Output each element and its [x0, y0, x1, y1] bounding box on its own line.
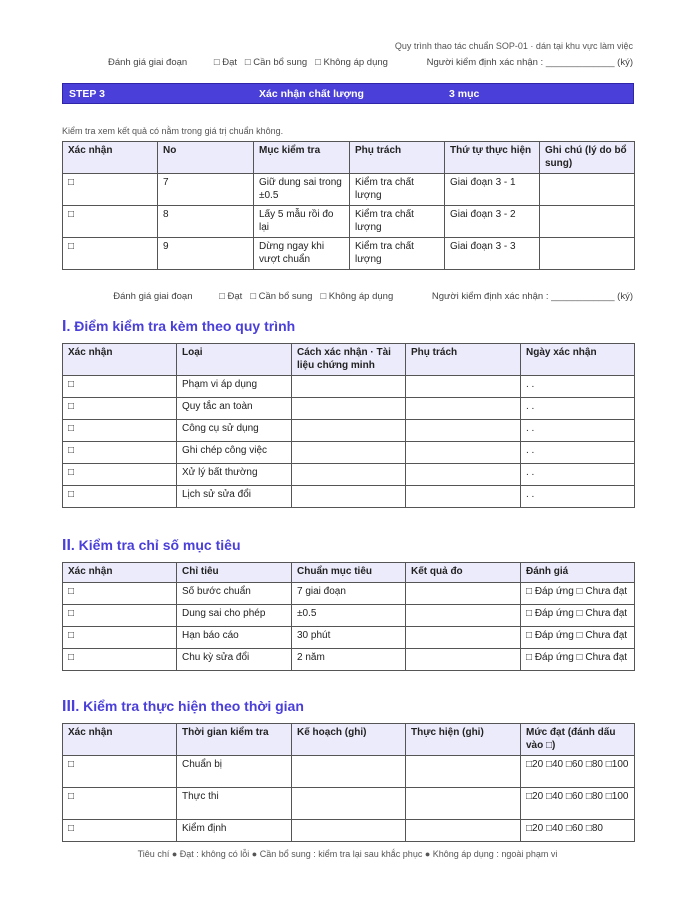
check-item: Giữ dung sai trong ±0.5 — [254, 174, 350, 206]
measured-result-cell[interactable] — [406, 582, 521, 604]
achievement-options[interactable]: □20 □40 □60 □80 □100 — [521, 756, 635, 788]
indicator: Số bước chuẩn — [177, 582, 292, 604]
evidence-cell[interactable] — [292, 420, 406, 442]
measured-result-cell[interactable] — [406, 604, 521, 626]
eval-option-pass[interactable]: □ Đạt — [219, 291, 243, 302]
section-title-timeline-check — [62, 698, 304, 716]
table-row — [63, 398, 635, 420]
column-header: Cách xác nhận · Tài liệu chứng minh — [292, 344, 406, 376]
remark-cell[interactable] — [540, 174, 635, 206]
owner: Kiểm tra chất lượng — [350, 206, 445, 238]
assessment-options[interactable]: □ Đáp ứng □ Chưa đạt — [521, 648, 635, 670]
indicator: Chu kỳ sửa đổi — [177, 648, 292, 670]
actual-cell[interactable] — [406, 820, 521, 842]
target-standard: 2 năm — [292, 648, 406, 670]
table-header-row — [63, 724, 635, 756]
table-row — [63, 206, 635, 238]
item-number: 7 — [158, 174, 254, 206]
category: Phạm vi áp dụng — [177, 376, 292, 398]
assessment-options[interactable]: □ Đáp ứng □ Chưa đạt — [521, 582, 635, 604]
confirm-checkbox[interactable]: □ — [63, 238, 158, 270]
plan-cell[interactable] — [292, 756, 406, 788]
column-header: Đánh giá — [521, 563, 635, 583]
owner: Kiểm tra chất lượng — [350, 238, 445, 270]
section-number: I — [62, 318, 67, 335]
column-header: Ngày xác nhận — [521, 344, 635, 376]
section-title-target-indicators — [62, 537, 241, 555]
owner-cell[interactable] — [406, 420, 521, 442]
evidence-cell[interactable] — [292, 464, 406, 486]
column-header: Phụ trách — [350, 142, 445, 174]
confirm-date-cell[interactable]: . . — [521, 376, 635, 398]
table-row — [63, 648, 635, 670]
achievement-options[interactable]: □20 □40 □60 □80 □100 — [521, 788, 635, 820]
section-title-text: . Điểm kiểm tra kèm theo quy trình — [66, 318, 296, 334]
column-header: Mục kiểm tra — [254, 142, 350, 174]
confirm-checkbox[interactable]: □ — [63, 206, 158, 238]
column-header: No — [158, 142, 254, 174]
confirm-checkbox[interactable]: □ — [63, 648, 177, 670]
column-header: Phụ trách — [406, 344, 521, 376]
confirm-checkbox[interactable]: □ — [63, 788, 177, 820]
check-phase: Chuẩn bị — [177, 756, 292, 788]
indicator: Hạn báo cáo — [177, 626, 292, 648]
table-row — [63, 820, 635, 842]
table-header-row — [63, 344, 635, 376]
document-title-note: Quy trình thao tác chuẩn SOP-01 · dán tại khu vực làm việc — [394, 41, 633, 51]
eval-label: Đánh giá giai đoạn — [113, 291, 193, 302]
evidence-cell[interactable] — [292, 486, 406, 508]
confirm-checkbox[interactable]: □ — [63, 626, 177, 648]
column-header: Thời gian kiểm tra — [177, 724, 292, 756]
column-header: Mức đạt (đánh dấu vào □) — [521, 724, 635, 756]
measured-result-cell[interactable] — [406, 626, 521, 648]
column-header: Xác nhận — [63, 142, 158, 174]
plan-cell[interactable] — [292, 820, 406, 842]
confirm-date-cell[interactable]: . . — [521, 420, 635, 442]
actual-cell[interactable] — [406, 756, 521, 788]
confirm-date-cell[interactable]: . . — [521, 486, 635, 508]
remark-cell[interactable] — [540, 206, 635, 238]
confirm-checkbox[interactable]: □ — [63, 398, 177, 420]
confirm-checkbox[interactable]: □ — [63, 604, 177, 626]
target-indicators-table — [62, 562, 635, 671]
table-header-row — [63, 142, 635, 174]
table-row — [63, 756, 635, 788]
remark-cell[interactable] — [540, 238, 635, 270]
item-number: 9 — [158, 238, 254, 270]
target-standard: 30 phút — [292, 626, 406, 648]
table-header-row — [63, 563, 635, 583]
assessment-options[interactable]: □ Đáp ứng □ Chưa đạt — [521, 604, 635, 626]
table-row — [63, 376, 635, 398]
owner-cell[interactable] — [406, 486, 521, 508]
column-header: Chỉ tiêu — [177, 563, 292, 583]
target-standard: ±0.5 — [292, 604, 406, 626]
owner-cell[interactable] — [406, 464, 521, 486]
eval-label: Đánh giá giai đoạn — [107, 57, 188, 68]
inspector-signature: Người kiểm định xác nhận : ____________ (ký) — [431, 291, 633, 302]
column-header: Kế hoạch (ghi) — [292, 724, 406, 756]
category: Lịch sử sửa đổi — [177, 486, 292, 508]
table-row — [63, 238, 635, 270]
step-label: STEP 3 — [69, 88, 105, 100]
check-phase: Thực thi — [177, 788, 292, 820]
section-number: III — [62, 698, 76, 715]
category: Công cụ sử dụng — [177, 420, 292, 442]
table-row — [63, 788, 635, 820]
confirm-checkbox[interactable]: □ — [63, 582, 177, 604]
column-header: Xác nhận — [63, 724, 177, 756]
table-row — [63, 486, 635, 508]
eval-option-supplement[interactable]: □ Cần bổ sung — [250, 291, 313, 302]
owner-cell[interactable] — [406, 442, 521, 464]
indicator: Dung sai cho phép — [177, 604, 292, 626]
stage-evaluation-line-2 — [0, 291, 633, 302]
check-item: Dừng ngay khi vượt chuẩn — [254, 238, 350, 270]
criteria-legend: Tiêu chí ● Đạt : không có lỗi ● Cần bổ sung : kiểm tra lại sau khắc phục ● Không áp dụng : ngoài phạm vi — [137, 849, 558, 859]
stage-evaluation-line — [0, 57, 633, 68]
step-note: Kiểm tra xem kết quả có nằm trong giá trị chuẩn không. — [62, 126, 284, 136]
column-header: Thứ tự thực hiện — [445, 142, 540, 174]
evidence-cell[interactable] — [292, 442, 406, 464]
confirm-checkbox[interactable]: □ — [63, 174, 158, 206]
step-title: Xác nhận chất lượng — [259, 88, 364, 100]
check-phase: Kiểm định — [177, 820, 292, 842]
confirm-checkbox[interactable]: □ — [63, 486, 177, 508]
step-header-bar — [62, 83, 634, 104]
confirm-checkbox[interactable]: □ — [63, 756, 177, 788]
column-header: Xác nhận — [63, 344, 177, 376]
measured-result-cell[interactable] — [406, 648, 521, 670]
execution-order: Giai đoạn 3 - 3 — [445, 238, 540, 270]
column-header: Ghi chú (lý do bổ sung) — [540, 142, 635, 174]
procedure-checkpoints-table — [62, 343, 635, 508]
confirm-date-cell[interactable]: . . — [521, 464, 635, 486]
inspector-signature: Người kiểm định xác nhận : _____________ (ký) — [426, 57, 633, 68]
table-row — [63, 626, 635, 648]
step-checklist-table — [62, 141, 635, 270]
eval-option-supplement[interactable]: □ Cần bổ sung — [244, 57, 308, 68]
assessment-options[interactable]: □ Đáp ứng □ Chưa đạt — [521, 626, 635, 648]
owner-cell[interactable] — [406, 398, 521, 420]
execution-order: Giai đoạn 3 - 1 — [445, 174, 540, 206]
table-row — [63, 464, 635, 486]
step-count: 3 mục — [449, 88, 480, 100]
target-standard: 7 giai đoạn — [292, 582, 406, 604]
confirm-checkbox[interactable]: □ — [63, 420, 177, 442]
column-header: Kết quả đo — [406, 563, 521, 583]
column-header: Xác nhận — [63, 563, 177, 583]
plan-cell[interactable] — [292, 788, 406, 820]
table-row — [63, 604, 635, 626]
table-row — [63, 174, 635, 206]
owner-cell[interactable] — [406, 376, 521, 398]
column-header: Chuẩn mục tiêu — [292, 563, 406, 583]
achievement-options[interactable]: □20 □40 □60 □80 — [521, 820, 635, 842]
column-header: Loại — [177, 344, 292, 376]
confirm-date-cell[interactable]: . . — [521, 398, 635, 420]
execution-order: Giai đoạn 3 - 2 — [445, 206, 540, 238]
check-item: Lấy 5 mẫu rồi đo lại — [254, 206, 350, 238]
item-number: 8 — [158, 206, 254, 238]
evidence-cell[interactable] — [292, 376, 406, 398]
table-row — [63, 582, 635, 604]
section-number: II — [62, 537, 71, 554]
actual-cell[interactable] — [406, 788, 521, 820]
confirm-checkbox[interactable]: □ — [63, 376, 177, 398]
table-row — [63, 420, 635, 442]
owner: Kiểm tra chất lượng — [350, 174, 445, 206]
section-title-procedure-checkpoints — [62, 318, 295, 336]
timeline-check-table — [62, 723, 635, 842]
eval-option-pass[interactable]: □ Đạt — [213, 57, 237, 68]
evidence-cell[interactable] — [292, 398, 406, 420]
table-row — [63, 442, 635, 464]
section-title-text: . Kiểm tra thực hiện theo thời gian — [75, 698, 304, 714]
category: Xử lý bất thường — [177, 464, 292, 486]
category: Ghi chép công việc — [177, 442, 292, 464]
column-header: Thực hiện (ghi) — [406, 724, 521, 756]
category: Quy tắc an toàn — [177, 398, 292, 420]
confirm-checkbox[interactable]: □ — [63, 464, 177, 486]
eval-option-na[interactable]: □ Không áp dụng — [320, 291, 394, 302]
eval-option-na[interactable]: □ Không áp dụng — [315, 57, 388, 68]
confirm-checkbox[interactable]: □ — [63, 442, 177, 464]
confirm-date-cell[interactable]: . . — [521, 442, 635, 464]
section-title-text: . Kiểm tra chỉ số mục tiêu — [70, 537, 241, 553]
confirm-checkbox[interactable]: □ — [63, 820, 177, 842]
